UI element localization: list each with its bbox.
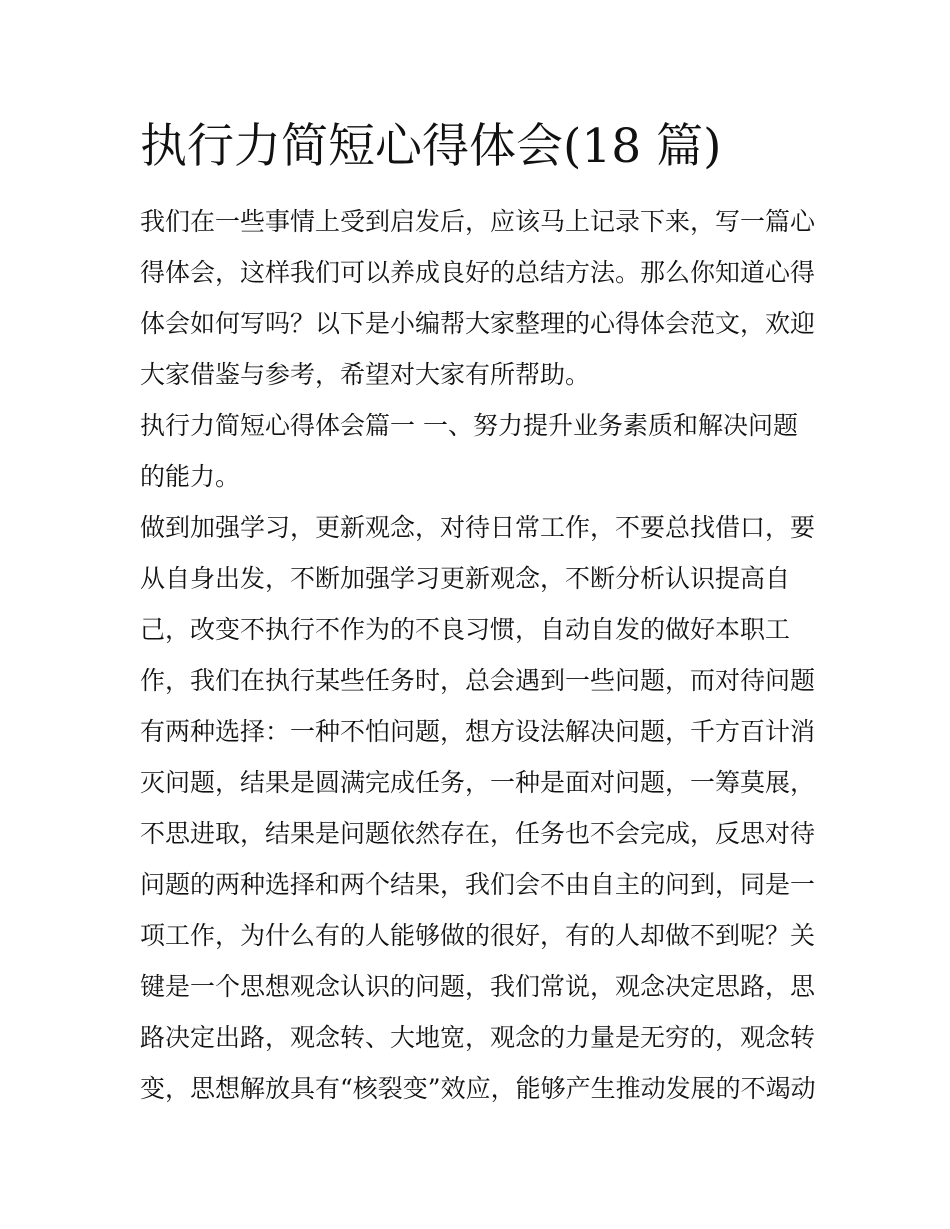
body-line: 路决定出路，观念转、大地宽，观念的力量是无穷的，观念转 bbox=[140, 1023, 816, 1052]
body-line: 己，改变不执行不作为的不良习惯，自动自发的做好本职工 bbox=[140, 615, 791, 644]
body-line: 不思进取，结果是问题依然存在，任务也不会完成，反思对待 bbox=[140, 819, 816, 848]
document-body bbox=[140, 196, 815, 1114]
body-line: 作，我们在执行某些任务时，总会遇到一些问题，而对待问题 bbox=[140, 666, 816, 695]
body-line: 体会如何写吗？以下是小编帮大家整理的心得体会范文，欢迎 bbox=[140, 309, 816, 338]
body-line: 有两种选择：一种不怕问题，想方设法解决问题，千方百计消 bbox=[140, 717, 816, 746]
section-heading-line: 执行力简短心得体会篇一 一、努力提升业务素质和解决问题 bbox=[140, 411, 798, 440]
body-line: 问题的两种选择和两个结果，我们会不由自主的问到，同是一 bbox=[140, 870, 816, 899]
body-line: 从自身出发，不断加强学习更新观念，不断分析认识提高自 bbox=[140, 564, 791, 593]
body-line: 做到加强学习，更新观念，对待日常工作，不要总找借口，要 bbox=[140, 513, 816, 542]
document-title: 执行力简短心得体会(18 篇) bbox=[140, 119, 722, 174]
body-line: 得体会，这样我们可以养成良好的总结方法。那么你知道心得 bbox=[140, 258, 816, 287]
body-line: 灭问题，结果是圆满完成任务，一种是面对问题，一筹莫展， bbox=[140, 768, 816, 797]
body-line: 大家借鉴与参考，希望对大家有所帮助。 bbox=[140, 360, 591, 389]
body-line: 键是一个思想观念认识的问题，我们常说，观念决定思路，思 bbox=[140, 972, 816, 1001]
body-line: 的能力。 bbox=[140, 462, 241, 491]
body-line: 项工作，为什么有的人能够做的很好，有的人却做不到呢？关 bbox=[140, 921, 816, 950]
body-line: 变，思想解放具有“核裂变”效应，能够产生推动发展的不竭动 bbox=[140, 1074, 816, 1103]
body-line: 我们在一些事情上受到启发后，应该马上记录下来，写一篇心 bbox=[140, 207, 816, 236]
